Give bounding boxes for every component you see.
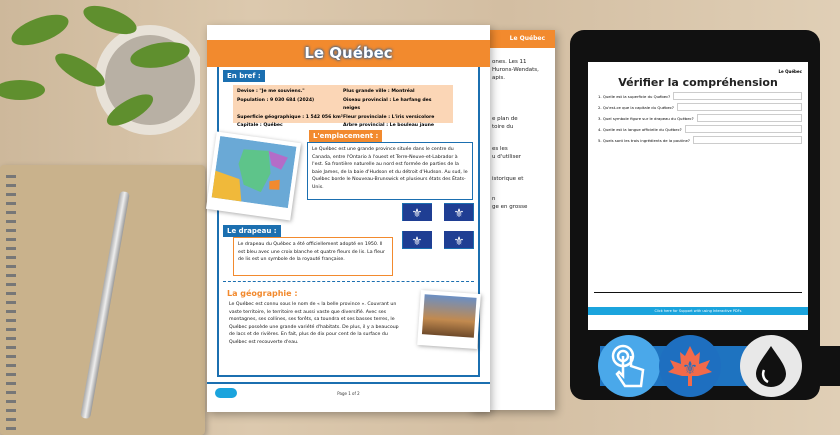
answer-input[interactable] (685, 125, 802, 133)
question-label: 3. Quel symbole figure sur le drapeau du Québec? (598, 115, 694, 121)
fact-item: Oiseau provincial : Le harfang des neiges (343, 97, 432, 111)
text-fragment: toire du (492, 124, 514, 130)
question-row (598, 136, 802, 144)
text-fragment: e plan de (492, 116, 518, 122)
question-row (598, 92, 802, 100)
page-title: Le Québec (207, 40, 490, 67)
page-footer (207, 382, 490, 402)
text-fragment: n (492, 196, 496, 202)
section-flag-label: Le drapeau : (223, 225, 281, 237)
location-text: Le Québec est une grande province située dans le centre du Canada, entre l'Ontario à l'ouest et Terre-Neuve-et-Labrador à l'est. Sa frontière naturelle au nord est formée de parties de la baie James, de la baie d'Hudson et du détroit d'Hudson. Au sud, le Québec borde le Nouveau-Brunswick et plusieurs états des États-Unis. (307, 142, 473, 200)
fact-item: Arbre provincial : Le bouleau jaune (343, 123, 434, 128)
svg-text:⚜: ⚜ (681, 358, 699, 379)
section-location-label: L'emplacement : (309, 130, 382, 142)
page-header: Le Québec (470, 30, 555, 48)
answer-input[interactable] (673, 92, 802, 100)
screen-header: Le Québec (778, 69, 802, 74)
tablet-screen (588, 62, 808, 330)
touch-hand-icon (598, 335, 660, 397)
answer-input[interactable] (677, 103, 802, 111)
question-label: 2. Qu'est-ce que la capitale du Québec? (598, 104, 674, 110)
question-row (598, 125, 802, 133)
fact-item: Population : 9 030 684 (2024) (237, 97, 315, 103)
quebec-city-photo (417, 290, 481, 349)
text-fragment: apis. (492, 75, 506, 81)
question-row (598, 103, 802, 111)
svg-text:⚜: ⚜ (453, 234, 465, 248)
geography-text: Le Québec est connu sous le nom de « la belle province ». Couvrant un vaste territoire, le territoire est aussi vaste que diversifié. Avec ses montagnes, ses collines, ses forêts, sa toundra et ses basses terres, le Québec possède une grande variété d'habitats. De plus, il y a beaucoup de lacs et de rivières. En fait, plus de dix pour cent de la surface du Québec est recouverte d'eau. (229, 302, 399, 345)
plant-image (0, 0, 200, 150)
brief-facts (233, 85, 453, 128)
answer-input[interactable] (693, 136, 802, 144)
worksheet-page-1 (207, 25, 490, 412)
section-brief-label: En bref : (223, 70, 265, 82)
fact-item: Fleur provinciale : L'iris versicolore (343, 114, 435, 120)
maple-leaf-fleur-de-lis-icon (659, 335, 721, 397)
twinkl-logo (215, 388, 237, 398)
text-fragment: ge en grosse (492, 204, 528, 210)
fact-item: Devise : "Je me souviens." (237, 89, 305, 94)
question-label: 5. Quels sont les trois ingrédients de la poutine? (598, 137, 690, 143)
text-fragment: u d'utiliser (492, 154, 521, 160)
svg-text:⚜: ⚜ (453, 206, 465, 220)
question-label: 1. Quelle est la superficie du Québec? (598, 93, 671, 99)
text-fragment: istorique et (492, 176, 524, 182)
quiz-title: Vérifier la compréhension (618, 76, 778, 89)
fact-item: Superficie géographique : 1 542 056 km² (237, 114, 343, 120)
svg-text:⚜: ⚜ (411, 206, 423, 220)
flag-text: Le drapeau du Québec a été officiellement adopté en 1950. Il est bleu avec une croix blanche et quatre fleurs de lis. La fleur de lis est un symbole de la royauté française. (233, 237, 393, 276)
question-row (598, 114, 802, 122)
ink-drop-icon (740, 335, 802, 397)
section-geography-label: La géographie : (227, 289, 298, 298)
text-fragment: Hurons-Wendats, (492, 67, 539, 73)
question-label: 4. Quelle est la langue officielle du Québec? (598, 126, 682, 132)
text-fragment: ones. Les 11 (492, 59, 527, 65)
svg-text:⚜: ⚜ (411, 234, 423, 248)
map-photo (206, 131, 301, 220)
answer-input[interactable] (697, 114, 802, 122)
text-fragment: es les (492, 146, 508, 152)
fact-item: Capitale : Québec (237, 123, 283, 128)
quebec-flag (402, 203, 474, 249)
fact-item: Plus grande ville : Montréal (343, 89, 415, 94)
support-link[interactable]: Click here for Support with using Interactive PDFs (588, 307, 808, 315)
page-number: Page 1 of 2 (337, 391, 360, 396)
